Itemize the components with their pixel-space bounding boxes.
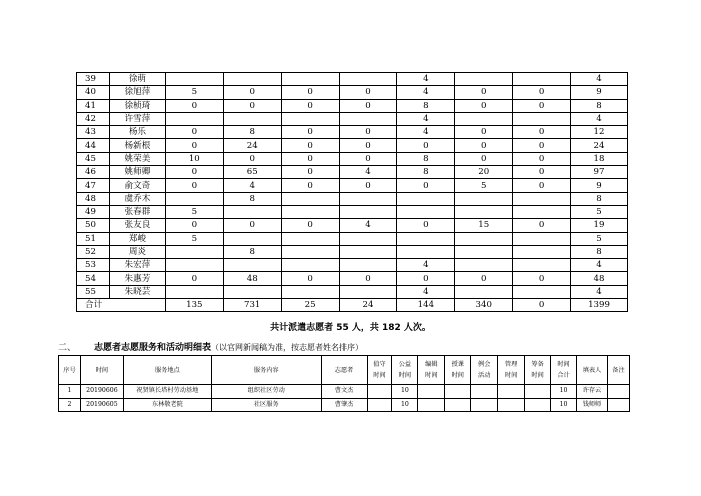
hours-cell: 0 (223, 152, 281, 165)
row-index: 39 (77, 73, 110, 86)
hours-cell: 0 (223, 99, 281, 112)
table-cell (471, 385, 498, 399)
hours-cell (223, 259, 281, 272)
hours-cell: 0 (223, 219, 281, 232)
volunteer-name: 周炎 (109, 245, 165, 258)
hours-cell (165, 259, 223, 272)
table-cell: 10 (392, 385, 418, 399)
table-row (77, 112, 628, 125)
hours-cell: 0 (455, 272, 513, 285)
hours-cell (281, 73, 339, 86)
hours-cell: 0 (165, 219, 223, 232)
hours-cell: 0 (455, 152, 513, 165)
hours-cell (397, 245, 455, 258)
row-index: 55 (77, 285, 110, 298)
hours-cell (455, 259, 513, 272)
volunteer-name: 朱晓芸 (109, 285, 165, 298)
table-cell (525, 385, 551, 399)
hours-cell: 0 (339, 152, 397, 165)
hours-cell: 8 (223, 245, 281, 258)
column-header: 填表人 (577, 356, 608, 385)
column-header: 备注 (607, 356, 629, 385)
row-total: 9 (571, 179, 628, 192)
hours-cell (339, 205, 397, 218)
hours-cell: 0 (513, 179, 571, 192)
hours-cell: 4 (397, 73, 455, 86)
row-total: 4 (571, 112, 628, 125)
row-total: 8 (571, 245, 628, 258)
hours-cell (397, 232, 455, 245)
service-detail-table (58, 355, 630, 412)
hours-cell: 0 (455, 126, 513, 139)
hours-cell (281, 232, 339, 245)
row-index: 50 (77, 219, 110, 232)
row-total: 8 (571, 192, 628, 205)
hours-cell (281, 112, 339, 125)
row-index: 52 (77, 245, 110, 258)
column-header: 服务地点 (123, 356, 211, 385)
hours-cell: 4 (397, 112, 455, 125)
hours-cell (455, 245, 513, 258)
table-row (77, 86, 628, 99)
hours-cell (165, 73, 223, 86)
row-index: 40 (77, 86, 110, 99)
column-total: 731 (223, 299, 281, 312)
table-cell (471, 398, 498, 412)
hours-cell: 0 (339, 126, 397, 139)
table-cell: 祝贤镇长塔村劳动基地 (123, 385, 211, 399)
hours-cell: 0 (339, 179, 397, 192)
hours-cell: 0 (513, 166, 571, 179)
hours-cell: 0 (281, 179, 339, 192)
table-row (77, 232, 628, 245)
hours-cell (339, 259, 397, 272)
table-cell: 10 (551, 398, 577, 412)
row-total: 4 (571, 73, 628, 86)
hours-cell (339, 192, 397, 205)
hours-cell: 5 (165, 205, 223, 218)
hours-cell (397, 205, 455, 218)
grand-total: 1399 (571, 299, 628, 312)
row-total: 4 (571, 259, 628, 272)
hours-cell: 0 (397, 139, 455, 152)
hours-cell: 4 (397, 126, 455, 139)
table-row (59, 398, 630, 412)
hours-cell: 0 (281, 139, 339, 152)
hours-cell: 0 (281, 152, 339, 165)
volunteer-name: 许雪萍 (109, 112, 165, 125)
summary-line: 共计派遣志愿者 55 人，共 182 人次。 (270, 323, 431, 333)
hours-cell (165, 112, 223, 125)
hours-cell: 0 (455, 86, 513, 99)
row-total: 19 (571, 219, 628, 232)
hours-cell: 0 (281, 86, 339, 99)
volunteer-name: 郑峻 (109, 232, 165, 245)
hours-cell: 4 (397, 285, 455, 298)
hours-cell: 0 (165, 139, 223, 152)
hours-cell: 0 (513, 152, 571, 165)
column-total: 135 (165, 299, 223, 312)
section-heading (58, 340, 363, 353)
table-cell: 组织社区劳动 (211, 385, 321, 399)
volunteer-name: 杨乐 (109, 126, 165, 139)
hours-cell (339, 245, 397, 258)
hours-cell (223, 205, 281, 218)
table-row (77, 219, 628, 232)
hours-cell: 0 (339, 139, 397, 152)
hours-cell: 8 (397, 99, 455, 112)
row-total: 8 (571, 99, 628, 112)
hours-cell: 0 (339, 86, 397, 99)
hours-cell: 0 (513, 126, 571, 139)
column-header: 授课 时间 (445, 356, 471, 385)
row-index: 43 (77, 126, 110, 139)
hours-cell (223, 232, 281, 245)
table-cell (445, 385, 471, 399)
hours-cell: 5 (455, 179, 513, 192)
volunteer-name: 徐桢琦 (109, 99, 165, 112)
hours-cell (455, 285, 513, 298)
hours-cell: 0 (513, 219, 571, 232)
hours-cell: 8 (223, 126, 281, 139)
column-header: 值守 时间 (367, 356, 392, 385)
row-total: 18 (571, 152, 628, 165)
hours-cell (513, 285, 571, 298)
hours-cell: 4 (223, 179, 281, 192)
table-cell (607, 385, 629, 399)
volunteer-name: 张友良 (109, 219, 165, 232)
row-index: 46 (77, 166, 110, 179)
table-cell: 社区服务 (211, 398, 321, 412)
section-title: 志愿者志愿服务和活动明细表 (94, 343, 212, 353)
hours-cell: 0 (165, 99, 223, 112)
volunteer-name: 朱惠芳 (109, 272, 165, 285)
section-number: 二、 (58, 343, 77, 353)
hours-cell (281, 192, 339, 205)
column-header: 时间 合计 (551, 356, 577, 385)
row-index: 53 (77, 259, 110, 272)
table-cell (367, 385, 392, 399)
hours-cell (281, 205, 339, 218)
hours-cell: 0 (281, 219, 339, 232)
hours-cell (513, 232, 571, 245)
hours-cell (455, 232, 513, 245)
hours-cell: 0 (223, 86, 281, 99)
hours-cell: 0 (513, 272, 571, 285)
total-label: 合计 (77, 299, 166, 312)
hours-cell (397, 192, 455, 205)
volunteer-name: 杨新根 (109, 139, 165, 152)
hours-cell: 0 (513, 139, 571, 152)
table-cell: 曹文杰 (321, 385, 367, 399)
hours-cell (513, 245, 571, 258)
hours-cell: 5 (165, 232, 223, 245)
table-cell: 1 (59, 385, 81, 399)
column-header: 筹备 时间 (525, 356, 551, 385)
volunteer-name: 虞乔木 (109, 192, 165, 205)
volunteer-name: 姚荣美 (109, 152, 165, 165)
volunteer-hours-table (76, 72, 628, 312)
row-total: 9 (571, 86, 628, 99)
table-cell: 10 (392, 398, 418, 412)
hours-cell: 20 (455, 166, 513, 179)
hours-cell: 0 (281, 99, 339, 112)
hours-cell: 24 (223, 139, 281, 152)
row-index: 47 (77, 179, 110, 192)
table-row (77, 179, 628, 192)
hours-cell (455, 192, 513, 205)
hours-cell: 15 (455, 219, 513, 232)
column-total: 144 (397, 299, 455, 312)
table-row (77, 272, 628, 285)
column-header: 例会 活动 (471, 356, 498, 385)
table-row (77, 285, 628, 298)
row-index: 45 (77, 152, 110, 165)
row-total: 24 (571, 139, 628, 152)
table-row (77, 139, 628, 152)
row-index: 41 (77, 99, 110, 112)
hours-cell: 0 (397, 219, 455, 232)
column-header: 服务内容 (211, 356, 321, 385)
hours-cell: 5 (165, 86, 223, 99)
hours-cell (281, 259, 339, 272)
hours-cell: 65 (223, 166, 281, 179)
table-row (77, 152, 628, 165)
column-total: 25 (281, 299, 339, 312)
table-cell (498, 398, 525, 412)
table-cell: 20190605 (80, 398, 123, 412)
table-row (77, 99, 628, 112)
table-cell (367, 398, 392, 412)
hours-cell (513, 192, 571, 205)
column-total: 24 (339, 299, 397, 312)
table-cell: 2 (59, 398, 81, 412)
hours-cell: 0 (281, 166, 339, 179)
column-total: 0 (513, 299, 571, 312)
hours-cell: 0 (455, 139, 513, 152)
table-row (77, 166, 628, 179)
table-cell: 许存云 (577, 385, 608, 399)
table-row (77, 245, 628, 258)
row-total: 5 (571, 232, 628, 245)
column-header: 编辑 时间 (418, 356, 445, 385)
hours-cell: 4 (397, 86, 455, 99)
hours-cell: 0 (513, 86, 571, 99)
hours-cell (165, 285, 223, 298)
hours-cell (339, 73, 397, 86)
hours-cell: 0 (513, 99, 571, 112)
hours-cell: 0 (165, 179, 223, 192)
row-total: 97 (571, 166, 628, 179)
hours-cell: 0 (165, 126, 223, 139)
row-index: 42 (77, 112, 110, 125)
hours-cell: 0 (339, 272, 397, 285)
table-row (77, 73, 628, 86)
hours-cell (165, 245, 223, 258)
hours-cell (339, 232, 397, 245)
hours-cell: 0 (165, 166, 223, 179)
hours-cell: 4 (397, 259, 455, 272)
row-total: 12 (571, 126, 628, 139)
table-cell (445, 398, 471, 412)
row-index: 44 (77, 139, 110, 152)
table-cell (418, 398, 445, 412)
hours-cell (455, 112, 513, 125)
volunteer-name: 俞文奇 (109, 179, 165, 192)
volunteer-name: 张春群 (109, 205, 165, 218)
table-row (77, 126, 628, 139)
column-header: 管理 时间 (498, 356, 525, 385)
hours-cell: 10 (165, 152, 223, 165)
hours-cell: 8 (397, 166, 455, 179)
column-header: 公益 时间 (392, 356, 418, 385)
table-cell: 东林敬老院 (123, 398, 211, 412)
table-row (59, 385, 630, 399)
hours-cell (339, 285, 397, 298)
column-header: 序号 (59, 356, 81, 385)
hours-cell: 0 (281, 272, 339, 285)
hours-cell (513, 112, 571, 125)
row-total: 4 (571, 285, 628, 298)
column-header: 时间 (80, 356, 123, 385)
row-total: 48 (571, 272, 628, 285)
table-row (77, 205, 628, 218)
hours-cell (455, 205, 513, 218)
hours-cell: 0 (165, 272, 223, 285)
table-cell (607, 398, 629, 412)
volunteer-name: 徐旭萍 (109, 86, 165, 99)
section-note: （以官网新闻稿为准，按志愿者姓名排序） (211, 343, 364, 352)
row-index: 49 (77, 205, 110, 218)
hours-cell: 0 (397, 179, 455, 192)
hours-cell (223, 73, 281, 86)
column-total: 340 (455, 299, 513, 312)
table-cell: 10 (551, 385, 577, 399)
hours-cell (513, 259, 571, 272)
table-header-row (59, 356, 630, 385)
hours-cell: 0 (397, 272, 455, 285)
hours-cell: 8 (223, 192, 281, 205)
hours-cell: 4 (339, 166, 397, 179)
hours-cell (223, 285, 281, 298)
hours-cell: 48 (223, 272, 281, 285)
table-cell (498, 385, 525, 399)
row-total: 5 (571, 205, 628, 218)
hours-cell (165, 192, 223, 205)
volunteer-name: 朱宏萍 (109, 259, 165, 272)
hours-cell: 8 (397, 152, 455, 165)
table-cell (418, 385, 445, 399)
row-index: 54 (77, 272, 110, 285)
volunteer-name: 姚师卿 (109, 166, 165, 179)
table-cell: 20190606 (80, 385, 123, 399)
hours-cell (513, 205, 571, 218)
hours-cell (513, 73, 571, 86)
hours-cell: 0 (455, 99, 513, 112)
table-row (77, 192, 628, 205)
column-header: 志愿者 (321, 356, 367, 385)
hours-cell: 0 (339, 99, 397, 112)
hours-cell (455, 73, 513, 86)
row-index: 51 (77, 232, 110, 245)
total-row (77, 299, 628, 312)
hours-cell (281, 285, 339, 298)
hours-cell: 0 (281, 126, 339, 139)
table-cell: 曹肇杰 (321, 398, 367, 412)
hours-cell: 4 (339, 219, 397, 232)
hours-cell (281, 245, 339, 258)
hours-cell (223, 112, 281, 125)
volunteer-name: 徐萌 (109, 73, 165, 86)
hours-cell (339, 112, 397, 125)
row-index: 48 (77, 192, 110, 205)
table-cell (525, 398, 551, 412)
table-cell: 钱师师 (577, 398, 608, 412)
table-row (77, 259, 628, 272)
